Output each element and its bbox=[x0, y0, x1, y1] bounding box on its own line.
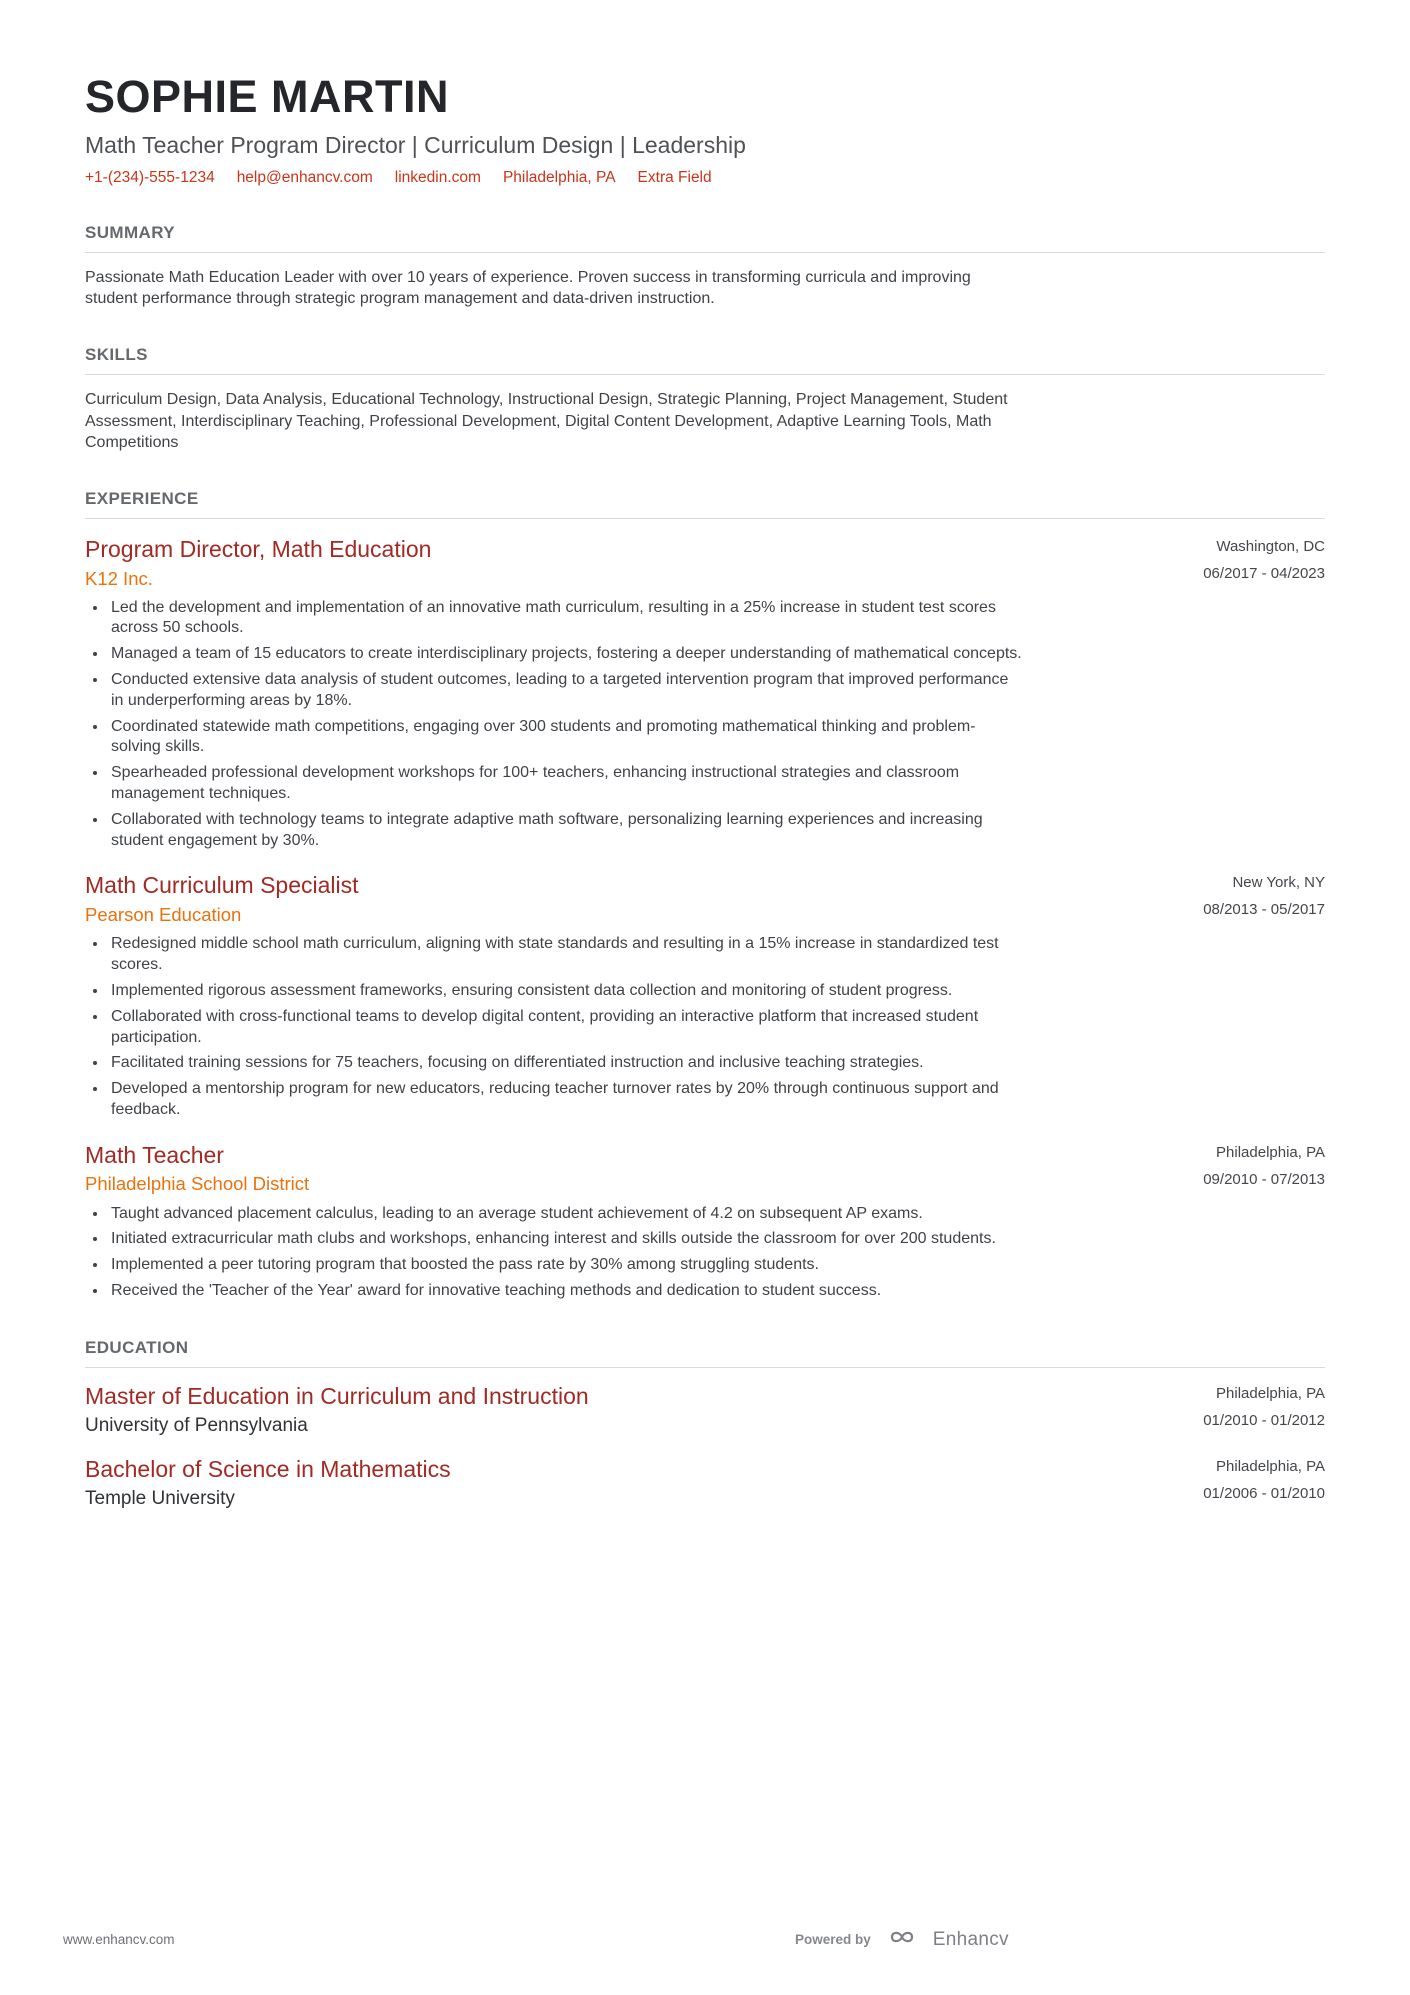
degree-location: Philadelphia, PA bbox=[1216, 1384, 1325, 1402]
job-header-left bbox=[85, 535, 431, 590]
bullet-item: • Collaborated with technology teams to integrate adaptive math software, personalizing learning experiences and increasing student engagement by 30%. bbox=[108, 810, 1025, 852]
bullet-item: • Coordinated statewide math competitions, engaging over 300 students and promoting mathematical thinking and problem-solving skills. bbox=[108, 717, 1025, 759]
job-bullets bbox=[85, 934, 1025, 1120]
bullet-item: • Collaborated with cross-functional teams to develop digital content, providing an interactive platform that increased student participation. bbox=[108, 1007, 1025, 1049]
bullet-item: • Initiated extracurricular math clubs and workshops, enhancing interest and skills outside the classroom for over 200 students. bbox=[108, 1229, 1025, 1250]
degree-header-left bbox=[85, 1455, 451, 1511]
location-text: Philadelphia, PA bbox=[502, 169, 616, 187]
job-location: Washington, DC bbox=[1216, 537, 1325, 555]
powered-by-label: Powered by bbox=[795, 1932, 871, 1947]
page-footer bbox=[0, 1927, 1410, 1953]
degree-location: Philadelphia, PA bbox=[1216, 1458, 1325, 1476]
degree-title: Bachelor of Science in Mathematics bbox=[85, 1456, 451, 1483]
extra-field-link[interactable]: Extra Field bbox=[637, 169, 712, 187]
job-header-right bbox=[1203, 535, 1325, 583]
bullet-item: • Developed a mentorship program for new educators, reducing teacher turnover rates by 20% through continuous support and feedback. bbox=[108, 1079, 1025, 1121]
powered-by-enhancv[interactable] bbox=[795, 1927, 1009, 1952]
education-heading: EDUCATION bbox=[85, 1338, 1325, 1368]
job-dates: 06/2017 - 04/2023 bbox=[1203, 564, 1325, 582]
job-title: Program Director, Math Education bbox=[85, 535, 432, 562]
job-header-right bbox=[1203, 1141, 1325, 1189]
bullet-item: • Implemented rigorous assessment frameworks, ensuring consistent data collection and monitoring of student progress. bbox=[108, 981, 1025, 1002]
experience-heading: EXPERIENCE bbox=[85, 489, 1325, 519]
bullet-item: • Received the 'Teacher of the Year' award for innovative teaching methods and dedication to student success. bbox=[108, 1281, 1025, 1302]
phone-link[interactable]: +1-(234)-555-1234 bbox=[85, 169, 215, 187]
school-name: University of Pennsylvania bbox=[85, 1414, 308, 1436]
bullet-item: • Led the development and implementation of an innovative math curriculum, resulting in a 25% increase in student test scores across 50 schools. bbox=[108, 598, 1025, 640]
enhancv-brand-text: Enhancv bbox=[932, 1928, 1009, 1950]
bullet-item: • Taught advanced placement calculus, leading to an average student achievement of 4.2 on subsequent AP exams. bbox=[108, 1204, 1025, 1225]
company-name: K12 Inc. bbox=[85, 567, 153, 589]
summary-text: Passionate Math Education Leader with over 10 years of experience. Proven success in transforming curricula and improving student performance through strategic program management and data-driven instruction. bbox=[85, 269, 971, 308]
job-location: New York, NY bbox=[1232, 874, 1325, 892]
contact-row bbox=[85, 169, 1325, 187]
experience-section bbox=[85, 489, 1325, 1302]
footer-url-link[interactable]: www.enhancv.com bbox=[63, 1932, 175, 1947]
bullet-item: • Conducted extensive data analysis of student outcomes, leading to a targeted intervention program that improved performance in underperforming areas by 18%. bbox=[108, 670, 1025, 712]
bullet-item: • Implemented a peer tutoring program that boosted the pass rate by 30% among struggling students. bbox=[108, 1255, 1025, 1276]
resume-header bbox=[85, 72, 1325, 187]
bullet-item: • Managed a team of 15 educators to create interdisciplinary projects, fostering a deeper understanding of mathematical concepts. bbox=[108, 644, 1025, 665]
bullet-item: • Spearheaded professional development workshops for 100+ teachers, enhancing instructional strategies and classroom management techniques. bbox=[108, 763, 1025, 805]
experience-entry bbox=[85, 871, 1325, 1120]
job-dates: 08/2013 - 05/2017 bbox=[1203, 901, 1325, 919]
job-title: Math Curriculum Specialist bbox=[85, 872, 359, 899]
candidate-name: SOPHIE MARTIN bbox=[85, 71, 450, 122]
experience-entry bbox=[85, 535, 1325, 852]
headline: Math Teacher Program Director | Curriculum Design | Leadership bbox=[85, 131, 746, 158]
job-bullets bbox=[85, 598, 1025, 852]
degree-dates: 01/2006 - 01/2010 bbox=[1203, 1485, 1325, 1503]
education-section bbox=[85, 1338, 1325, 1511]
job-bullets bbox=[85, 1204, 1025, 1302]
job-title: Math Teacher bbox=[85, 1141, 224, 1168]
degree-header-right bbox=[1203, 1455, 1325, 1503]
job-header-left bbox=[85, 1141, 309, 1196]
job-dates: 09/2010 - 07/2013 bbox=[1203, 1170, 1325, 1188]
job-header-left bbox=[85, 871, 359, 926]
degree-title: Master of Education in Curriculum and Instruction bbox=[85, 1382, 589, 1409]
degree-header-left bbox=[85, 1382, 589, 1438]
summary-heading: SUMMARY bbox=[85, 223, 1325, 253]
enhancv-logo-icon bbox=[883, 1927, 921, 1952]
job-header-right bbox=[1203, 871, 1325, 919]
experience-entry bbox=[85, 1141, 1325, 1302]
bullet-item: • Facilitated training sessions for 75 teachers, focusing on differentiated instruction and inclusive teaching strategies. bbox=[108, 1053, 1025, 1074]
skills-text: Curriculum Design, Data Analysis, Educational Technology, Instructional Design, Strategic Planning, Project Management, Student Assessment, Interdisciplinary Teaching, Professional Development, Digital Content Development, Adaptive Learning Tools, Math Competitions bbox=[85, 391, 1008, 451]
education-entry bbox=[85, 1382, 1325, 1438]
company-name: Philadelphia School District bbox=[85, 1173, 310, 1195]
job-location: Philadelphia, PA bbox=[1216, 1143, 1325, 1161]
bullet-item: • Redesigned middle school math curriculum, aligning with state standards and resulting in a 15% increase in standardized test scores. bbox=[108, 934, 1025, 976]
company-name: Pearson Education bbox=[85, 904, 242, 926]
education-entry bbox=[85, 1455, 1325, 1511]
skills-heading: SKILLS bbox=[85, 345, 1325, 375]
degree-header-right bbox=[1203, 1382, 1325, 1430]
email-link[interactable]: help@enhancv.com bbox=[236, 169, 373, 187]
school-name: Temple University bbox=[85, 1488, 235, 1509]
linkedin-link[interactable]: linkedin.com bbox=[394, 169, 481, 187]
degree-dates: 01/2010 - 01/2012 bbox=[1203, 1411, 1325, 1429]
skills-section bbox=[85, 345, 1325, 452]
summary-section bbox=[85, 223, 1325, 309]
